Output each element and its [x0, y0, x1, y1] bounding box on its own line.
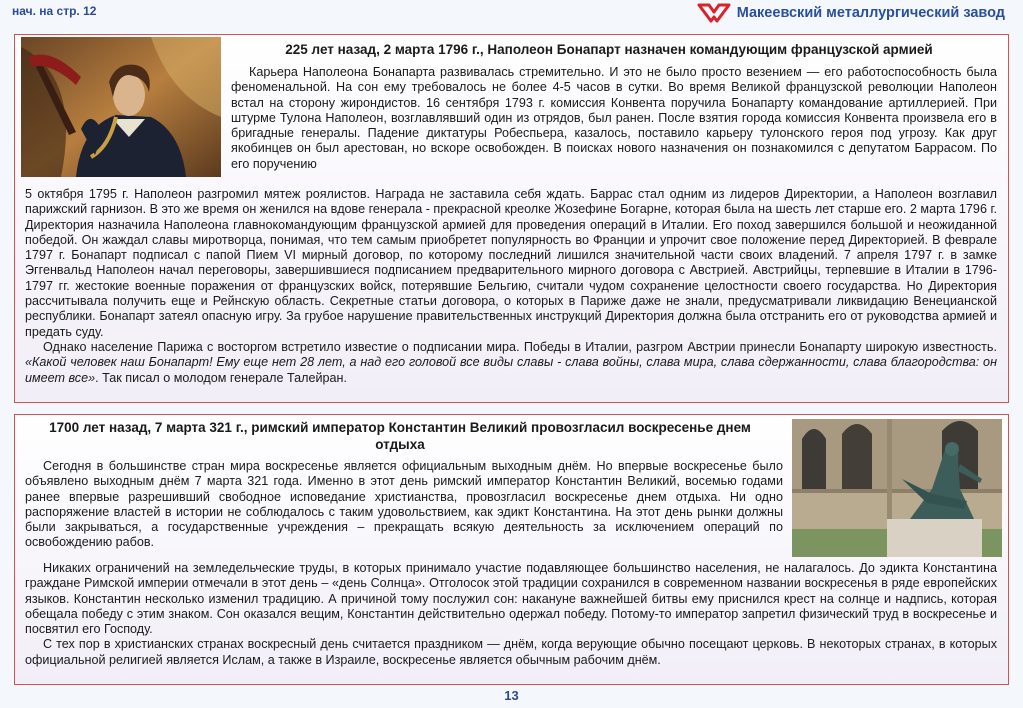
brand — [697, 2, 1005, 24]
article-title: 225 лет назад, 2 марта 1796 г., Наполеон Бонапарт назначен командующим французской армией — [285, 42, 933, 57]
article-body: 5 октября 1795 г. Наполеон разгромил мятеж роялистов. Награда не заставила себя ждать. Баррас стал одним из лидеров Директории, а Наполеон возглавил парижский гарнизон. В это же время он женился на вдове генерала - прекрасной креолке Жозефине Богарне, которая была на шесть лет старше его. 2 марта 1796 г. Директория назначила Наполеона главнокомандующим французской армией для проведения операций в Италии. Его поход завершился большой и неожиданной победой. Он жаждал славы миротворца, понимая, что тем самым приобретет популярность во Франции и упрочит свое положение перед Директорией. В феврале 1797 г. Бонапарт подписал с папой Пием VI мирный договор, по которому последний лишился значительной части своих владений. 7 апреля 1797 г. в замке Эггенвальд Наполеон начал переговоры, завершившиеся подписанием предварительного мирного договора с Австрией. Австрийцы, терпевшие в Италии в 1796-1797 гг. жестокие военные поражения от французских войск, потерявшие Бельгию, считали чудом сохранение целостности своего государства. Но Директория рассчитывала получить еще и Рейнскую область. Секретные статьи договора, о которых в Париже даже не знали, предусматривали ликвидацию Венецианской республики. Бонапарт затеял опасную игру. За грубое нарушение правительственных инструкций Директория должна была отстранить его от руководства армией и предать суду. Однако население Парижа с восторгом встретило известие о подписании мира. Победы в Италии, разгром Австрии принесли Бонапарту широкую известность. «Какой человек наш Бонапарт! Ему еще нет 28 лет, а над его головой все виды славы - слава войны, слава мира, слава сдержанности, слава благородства: он имеет все». Так писал о молодом генерале Талейран. — [25, 187, 997, 385]
company-logo-icon — [697, 2, 731, 24]
continuation-note: нач. на стр. 12 — [12, 4, 97, 18]
page-header — [0, 0, 1023, 28]
article-title: 1700 лет назад, 7 марта 321 г., римский император Константин Великий провозгласил воскресенье днем отдыха — [49, 420, 751, 452]
article-intro: Карьера Наполеона Бонапарта развивалась стремительно. И это не было просто везением — его работоспособность была феноменальной. На сон ему требовалось не более 4-5 часов в сутки. Во время Великой французской революции Наполеон встал на сторону жирондистов. 16 сентября 1793 г. комиссия Конвента поручила Бонапарту командование артиллерией. При штурме Тулона Наполеон, возглавлявший один из отрядов, был ранен. После взятия города комиссия Конвента произвела его в бригадные генералы. Падение диктатуры Робеспьера, казалось, поставило карьеру тулонского героя под угрозу. Как друг якобинцев он был арестован, но вскоре освобожден. В поисках нового назначения он познакомился с депутатом Баррасом. По его поручению — [231, 65, 997, 171]
article-closing: Однако население Парижа с восторгом встретило известие о подписании мира. Победы в Италии, разгром Австрии принесли Бонапарту широкую известность. «Какой человек наш Бонапарт! Ему еще нет 28 лет, а над его головой все виды славы - слава войны, слава мира, слава сдержанности, слава благородства: он имеет все». Так писал о молодом генерале Талейран. — [25, 339, 997, 385]
article-body: Никаких ограничений на земледельческие труды, в которых принимало участие подавляющее большинство населения, не налагалось. До эдикта Константина граждане Римской империи отмечали в этот день – «день Солнца». Отголосок этой традиции сохранился в современном названии воскресенья в ряде европейских языков. Константин несколько изменил традицию. А причиной тому послужил сон: накануне важнейшей битвы ему приснился крест на солнце и надпись, которая обещала победу с этим знаком. Сон оказался вещим, Константин действительно одержал победу. Потому-то император запретил физический труд в воскресенье и посвятил его Господу. С тех пор в христианских странах воскресный день считается праздником — днём, когда верующие обычно посещают церковь. В некоторых странах, в которых официальной религией является Ислам, а также в Израиле, воскресенье является обычным рабочим днём. — [25, 561, 997, 667]
article-napoleon — [14, 34, 1009, 403]
article-intro: Сегодня в большинстве стран мира воскресенье является официальным выходным днём. Но впервые воскресенье было объявлено выходным днём 7 марта 321 года. Именно в этот день римский император Константин Великий, восемью годами ранее впервые разрешивший свободное исповедание христианства, провозгласил воскресенье днем отдыха. Ни одно распоряжение властей в истории не соблюдалось с таким удовольствием, как эдикт Константина. На этот день рынки должны были закрываться, а государственные учреждения – прекращать всякую деятельность за исключением операций по освобождению рабов. — [25, 459, 783, 550]
article-closing: С тех пор в христианских странах воскресный день считается праздником — днём, когда верующие обычно посещают церковь. В некоторых странах, в которых официальной религией является Ислам, а также в Израиле, воскресенье является обычным рабочим днём. — [25, 637, 997, 667]
page-number: 13 — [504, 688, 519, 703]
brand-name: Макеевский металлургический завод — [736, 5, 1005, 21]
talleyrand-quote: «Какой человек наш Бонапарт! Ему еще нет 28 лет, а над его головой все виды славы - слава войны, слава мира, слава сдержанности, слава благородства: он имеет все» — [25, 355, 997, 385]
constantine-statue-photo — [792, 419, 1002, 557]
article-constantine — [14, 414, 1009, 685]
napoleon-portrait — [21, 37, 221, 177]
